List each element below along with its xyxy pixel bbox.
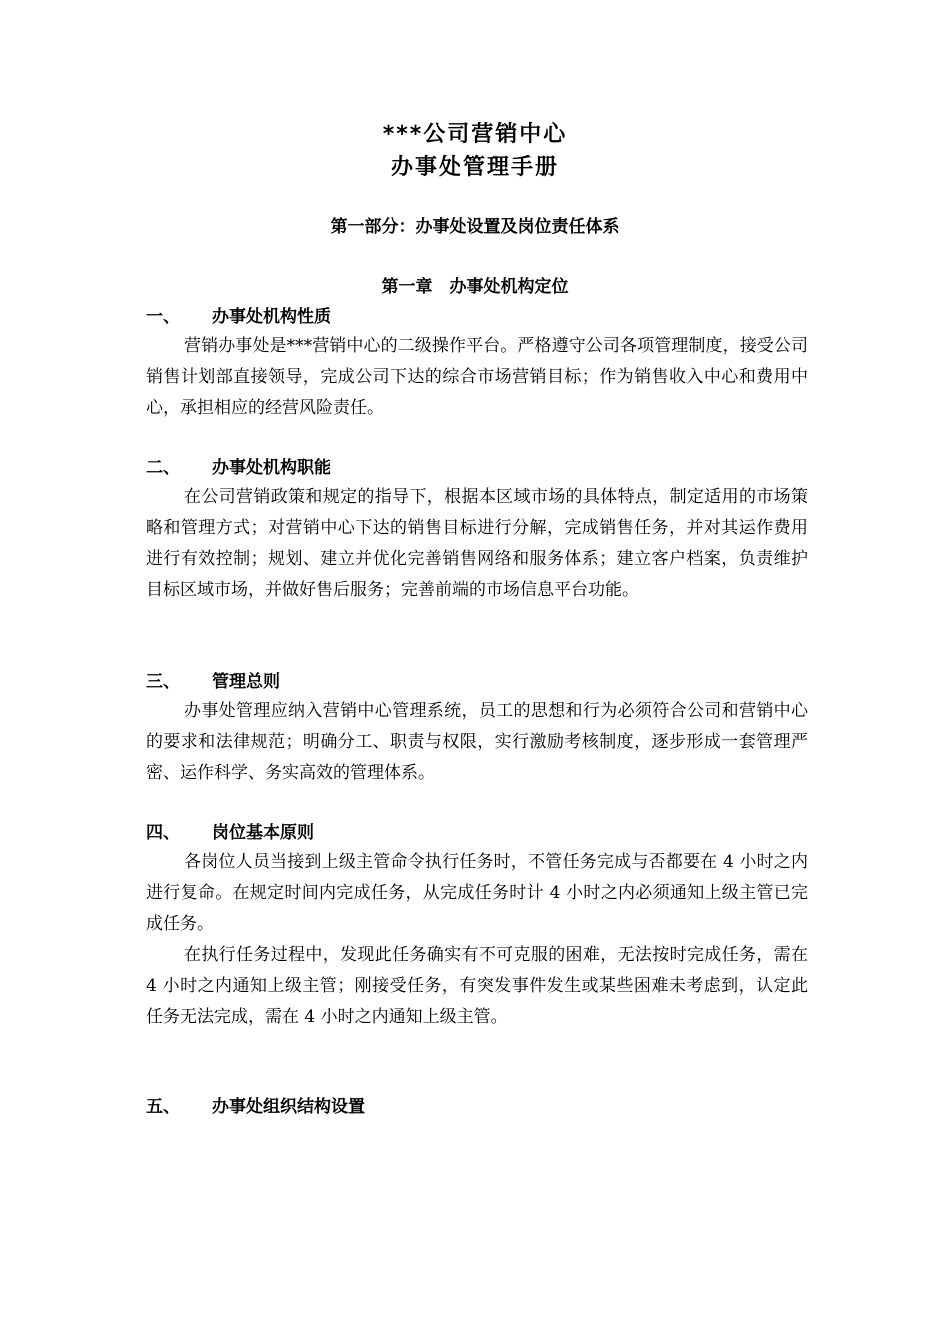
part-heading: 第一部分：办事处设置及岗位责任体系 bbox=[330, 217, 620, 237]
section-title: 管理总则 bbox=[212, 672, 280, 692]
section-number: 四、 bbox=[146, 823, 180, 843]
section-title: 岗位基本原则 bbox=[212, 823, 314, 843]
section-heading-1 bbox=[146, 305, 331, 329]
section-number: 一、 bbox=[146, 307, 180, 327]
document-title-line-1: ***公司营销中心 bbox=[382, 122, 568, 147]
section-4-paragraph-2: 在执行任务过程中，发现此任务确实有不可克服的困难，无法按时完成任务，需在 4 小时之内通知上级主管；刚接受任务，有突发事件发生或某些困难未考虑到，认定此任务无法完成，需在 4 小时之内通知上级主管。 bbox=[146, 945, 808, 1027]
section-3-paragraph-1: 办事处管理应纳入营销中心管理系统，员工的思想和行为必须符合公司和营销中心的要求和法律规范；明确分工、职责与权限，实行激励考核制度，逐步形成一套管理严密、运作科学、务实高效的管理体系。 bbox=[146, 701, 808, 783]
section-2-paragraph-1: 在公司营销政策和规定的指导下，根据本区域市场的具体特点，制定适用的市场策略和管理方式；对营销中心下达的销售目标进行分解，完成销售任务，并对其运作费用进行有效控制；规划、建立并优化完善销售网络和服务体系；建立客户档案，负责维护目标区域市场，并做好售后服务；完善前端的市场信息平台功能。 bbox=[146, 487, 808, 600]
document-title-line-2: 办事处管理手册 bbox=[390, 155, 559, 180]
section-number: 五、 bbox=[146, 1097, 180, 1117]
section-title: 办事处机构性质 bbox=[212, 307, 331, 327]
section-title: 办事处组织结构设置 bbox=[212, 1097, 365, 1117]
section-heading-5 bbox=[146, 1095, 365, 1119]
section-number: 三、 bbox=[146, 672, 180, 692]
section-1-paragraph-1: 营销办事处是***营销中心的二级操作平台。严格遵守公司各项管理制度，接受公司销售计划部直接领导，完成公司下达的综合市场营销目标；作为销售收入中心和费用中心，承担相应的经营风险责任。 bbox=[146, 336, 808, 418]
section-number: 二、 bbox=[146, 458, 180, 478]
section-heading-4 bbox=[146, 821, 314, 845]
section-4-paragraph-1: 各岗位人员当接到上级主管命令执行任务时，不管任务完成与否都要在 4 小时之内进行复命。在规定时间内完成任务，从完成任务时计 4 小时之内必须通知上级主管已完成任务。 bbox=[146, 852, 808, 934]
chapter-heading: 第一章 办事处机构定位 bbox=[381, 277, 569, 297]
section-heading-3 bbox=[146, 670, 280, 694]
section-heading-2 bbox=[146, 456, 331, 480]
section-title: 办事处机构职能 bbox=[212, 458, 331, 478]
